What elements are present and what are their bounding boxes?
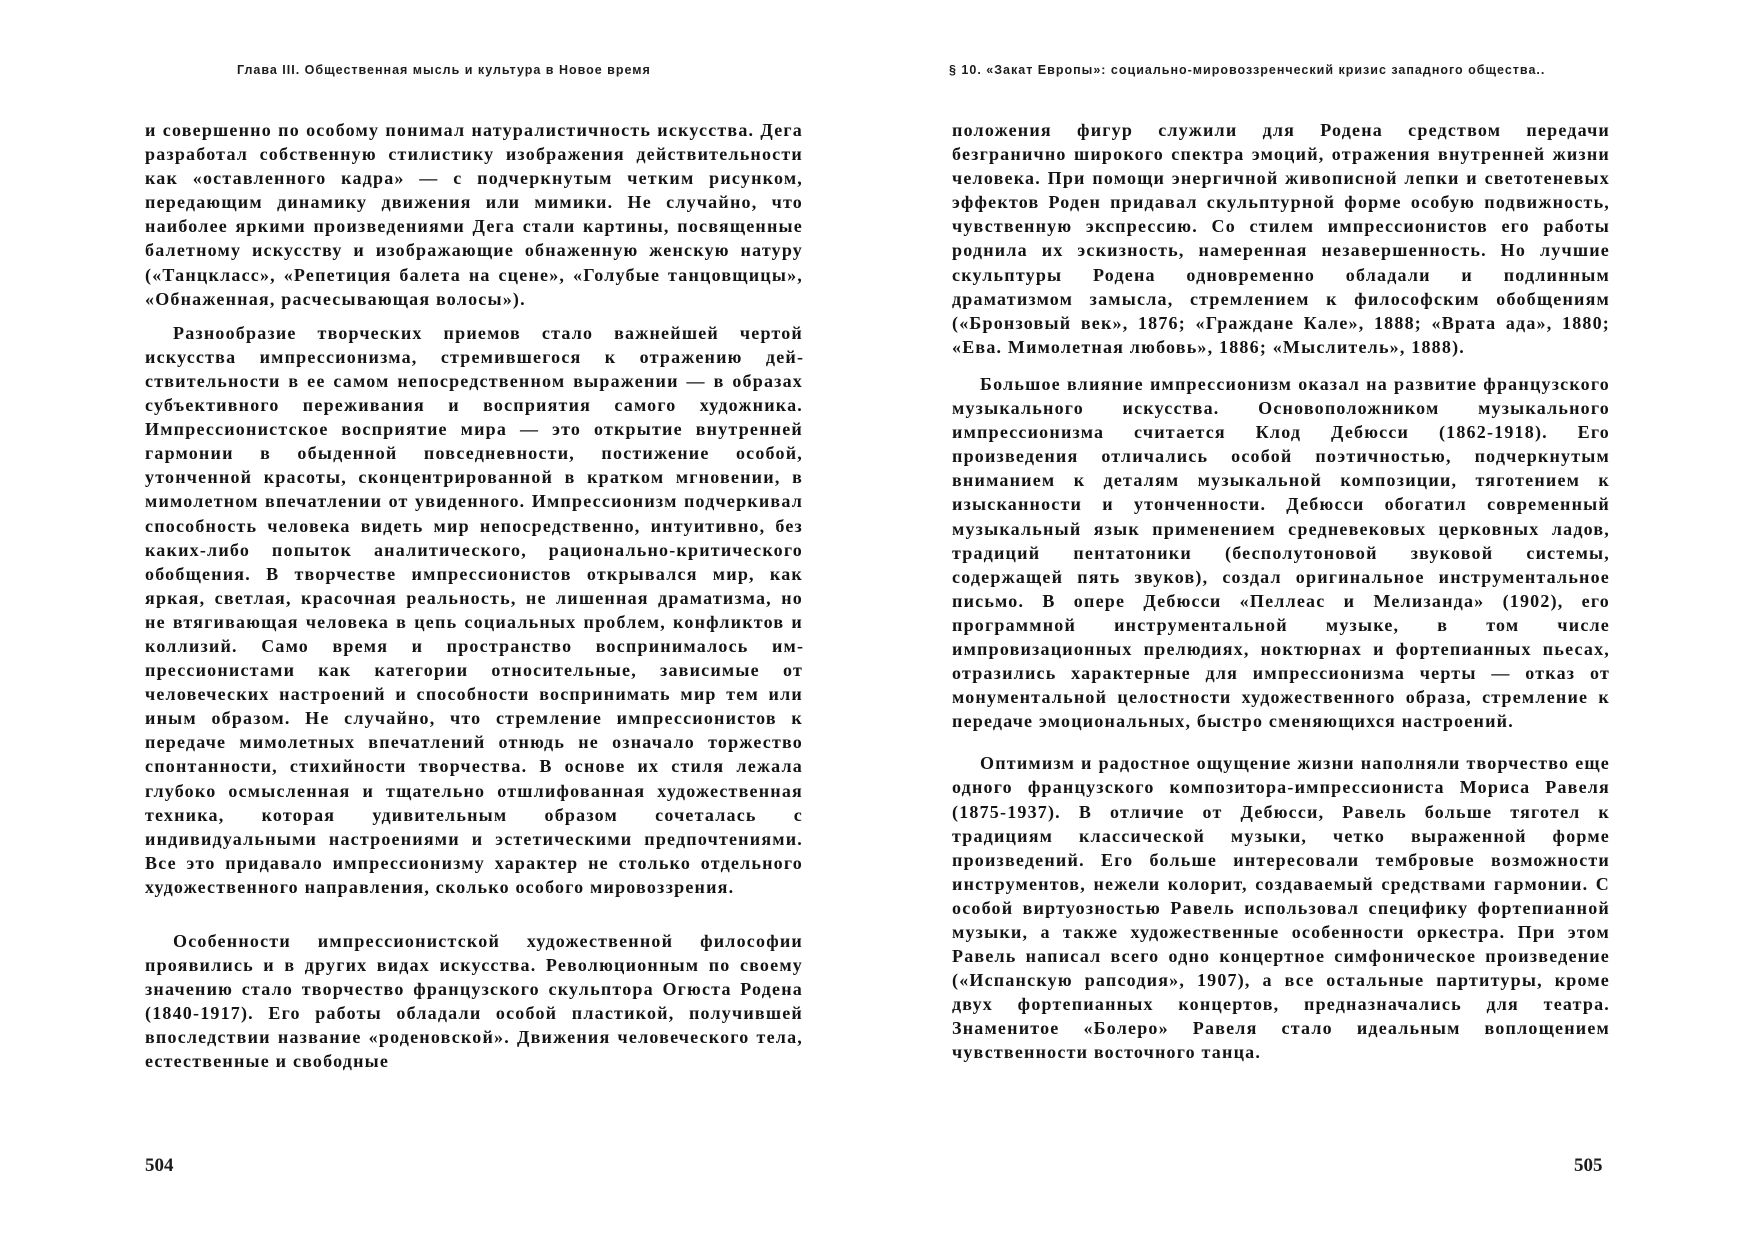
paragraph: положения фигур служили для Родена средством передачи безгранично широкого спектра эмоций, отражения внутренней жизни человека. При помощи энергичной живописной лепки и светотеневых эффектов Роден придавал скульптурной форме особую подвижность, чувственную экспрессию. Со стилем импрессионистов его работы роднила их эскизность, намеренная незавершенность. Но лучшие скульптуры Родена одновременно обладали и подлинным драматизмом замысла, стремлением к философским обобщениям («Бронзовый век», 1876; «Граждане Кале», 1888; «Врата ада», 1880; «Ева. Мимолетная любовь», 1886; «Мыслитель», 1888). (952, 120, 1610, 357)
paragraph: Большое влияние импрессионизм оказал на развитие французского музыкального искусства. Основоположником музыкального импрессионизма считается Клод Дебюсси (1862-1918). Его произведения отличались особой поэтичностью, подчеркнутым вниманием к деталям музыкальной композиции, тяготением к изысканности и утонченности. Дебюсси обогатил современный музыкальный язык применением средневековых церковных ладов, традиций пентатоники (бесполутоновой звуковой системы, содержащей пять звуков), создал оригинальное инструментальное письмо. В опере Дебюсси «Пеллеас и Мелизанда» (1902), его программной инструментальной музыке, в том числе импровизационных прелюдиях, ноктюрнах и фортепианных пьесах, отразились характерные для импрессионизма черты — отказ от монументальной целостности художественного образа, стремление к передаче эмоциональных, быстро сменяющихся настроений. (952, 373, 1610, 732)
page-number-right: 505 (1574, 1155, 1603, 1176)
right-page (877, 0, 1754, 1239)
running-head-left: Глава III. Общественная мысль и культура в Новое время (237, 63, 651, 77)
paragraph: Разнообразие творческих приемов стало важнейшей чертой искусства импрессионизма, стремившегося к отражению действительности в ее самом непосредственном выражении — в образах субъективного переживания и восприятия самого художника. Импрессионистское восприятие мира — это открытие внутренней гармонии в обыденной повседневности, постижение особой, утонченной красоты, сконцентрированной в кратком мгновении, в мимолетном впечатлении от увиденного. Импрессионизм подчеркивал способность человека видеть мир непосредственно, интуитивно, без каких-либо попыток аналитического, рационально-критического обобщения. В творчестве импрессионистов открывался мир, как яркая, светлая, красочная реальность, не лишенная драматизма, но не втягивающая человека в цепь социальных проблем, конфликтов и коллизий. Само время и пространство воспринималось импрессионистами как категории относительные, зависимые от человеческих настроений и способности воспринимать мир тем или иным образом. Не случайно, что стремление импрессионистов к передаче мимолетных впечатлений отнюдь не означало торжество спонтанности, стихийности творчества. В основе их стиля лежала глубоко осмысленная и тщательно отшлифованная художественная техника, которая удивительным образом сочеталась с индивидуальными настроениями и эстетическими предпочтениями. Все это придавало импрессионизму характер не столько отдельного художественного направления, сколько особого мировоззрения. (145, 322, 803, 897)
body-text-right (952, 118, 1610, 1065)
paragraph: и совершенно по особому понимал натуралистичность искусства. Дега разработал собственную стилистику изображения действительности как «оставленного кадра» — с подчеркнутым четким рисунком, передающим динамику движения или мимики. Не случайно, что наиболее яркими произведениями Дега стали картины, посвященные балетному искусству и изображающие обнаженную женскую натуру («Танцкласс», «Репетиция балета на сцене», «Голубые танцовщицы», «Обнаженная, расчесывающая волосы»). (145, 120, 803, 309)
paragraph: Особенности импрессионистской художественной философии проявились и в других видах искусства. Революционным по своему значению стало творчество французского скульптора Огюста Родена (1840-1917). Его работы обладали особой пластикой, получившей впоследствии название «роденовской». Движения человеческого тела, естественные и свободные (145, 931, 803, 1072)
paragraph: Оптимизм и радостное ощущение жизни наполняли творчество еще одного французского композитора-импрессиониста Мориса Равеля (1875-1937). В отличие от Дебюсси, Равель больше тяготел к традициям классической музыки, четко выраженной форме произведений. Его больше интересовали тембровые возможности инструментов, нежели колорит, создаваемый средствами гармонии. С особой виртуозностью Равель использовал специфику фортепианной музыки, а также художественные особенности оркестра. При этом Равель написал всего одно концертное симфоническое произведение («Испанскую рапсодия», 1907), а все остальные партитуры, кроме двух фортепианных концертов, предназначались для театра. Знаменитое «Болеро» Равеля стало идеальным воплощением чувственности восточного танца. (952, 753, 1610, 1063)
body-text-left (145, 118, 803, 1074)
page-number-left: 504 (145, 1155, 174, 1176)
running-head-right: § 10. «Закат Европы»: социально-мировоззренческий кризис западного общества.. (949, 63, 1546, 77)
